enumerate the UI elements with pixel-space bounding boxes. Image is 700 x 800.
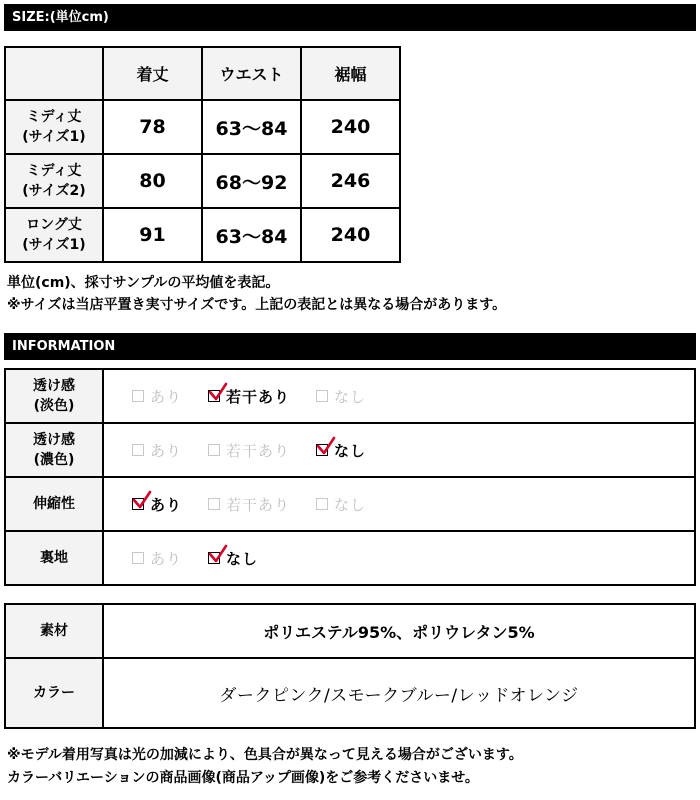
information-section-header: INFORMATION [4,333,696,360]
material-value: ポリエステル95%、ポリウレタン5% [103,604,695,658]
size-table-row [5,100,400,154]
info-option [208,440,290,461]
color-label: カラー [5,658,103,728]
checkbox-empty-icon [316,390,328,402]
checkbox-checked-icon [132,498,144,510]
column-header-waist: ウエスト [202,47,301,100]
material-table [4,603,696,729]
size-table [4,46,401,263]
checkbox-checked-icon [208,552,220,564]
info-row-label [5,531,103,585]
info-option [132,386,182,407]
info-row-label-line1: 伸縮性 [33,496,75,512]
info-option-label: なし [334,495,367,514]
size-value-length: 91 [103,208,202,262]
check-mark-icon [208,544,228,564]
footer-note-variation: カラーバリエーションの商品画像(商品アップ画像)をご参考くださいませ。 [7,770,479,786]
size-row-label [5,154,103,208]
size-row-label-line2: (サイズ1) [22,237,86,253]
info-option [132,494,182,515]
size-section-header: SIZE:(単位cm) [4,4,696,31]
info-row [5,531,695,585]
info-row [5,369,695,423]
info-options [103,531,695,585]
check-mark-icon [208,382,228,402]
info-option [316,494,366,515]
size-value-waist: 63〜84 [202,100,301,154]
check-mark-icon [132,490,152,510]
size-row-label [5,100,103,154]
info-option [208,386,290,407]
info-option [132,440,182,461]
info-option-label: あり [150,549,183,568]
info-row-label-line1: 透け感 [33,378,75,394]
size-value-hem-width: 240 [301,100,400,154]
checkbox-empty-icon [132,390,144,402]
info-option [208,494,290,515]
checkbox-empty-icon [316,498,328,510]
checkbox-checked-icon [208,390,220,402]
footer-note-lighting: ※モデル着用写真は光の加減により、色具合が異なって見える場合がございます。 [7,747,523,763]
size-table-row [5,154,400,208]
size-row-label-line1: ミディ丈 [26,163,82,179]
color-value: ダークピンク/スモークブルー/レッドオレンジ [103,658,695,728]
info-option-label: あり [150,441,183,460]
info-option [316,386,366,407]
info-option [132,548,182,569]
info-options [103,369,695,423]
size-row-label-line2: (サイズ1) [22,129,86,145]
check-mark-icon [316,436,336,456]
information-table [4,368,696,586]
info-option-label: あり [150,495,183,514]
size-row-label-line1: ロング丈 [26,217,82,233]
checkbox-empty-icon [132,552,144,564]
info-option-label: なし [226,549,259,568]
info-row [5,477,695,531]
info-option-label: 若干あり [226,387,291,406]
size-unit-note: 単位(cm)、採寸サンプルの平均値を表記。 [7,275,280,291]
size-value-length: 80 [103,154,202,208]
info-row-label-line2: (淡色) [33,398,75,414]
size-row-label-line1: ミディ丈 [26,109,82,125]
material-label: 素材 [5,604,103,658]
checkbox-empty-icon [132,444,144,456]
info-option-label: なし [334,441,367,460]
checkbox-empty-icon [208,444,220,456]
info-option-label: あり [150,387,183,406]
material-row [5,604,695,658]
info-option [208,548,258,569]
size-row-label-line2: (サイズ2) [22,183,86,199]
checkbox-checked-icon [316,444,328,456]
column-header-length: 着丈 [103,47,202,100]
info-row [5,423,695,477]
color-row [5,658,695,728]
size-value-hem-width: 240 [301,208,400,262]
info-row-label-line1: 裏地 [40,550,68,566]
size-value-length: 78 [103,100,202,154]
info-row-label [5,369,103,423]
size-value-waist: 68〜92 [202,154,301,208]
size-row-label [5,208,103,262]
size-disclaimer-note: ※サイズは当店平置き実寸サイズです。上記の表記とは異なる場合があります。 [7,297,507,313]
info-row-label [5,477,103,531]
column-header-hem-width: 裾幅 [301,47,400,100]
size-table-header-row [5,47,400,100]
info-options [103,477,695,531]
info-option-label: 若干あり [226,441,291,460]
size-value-hem-width: 246 [301,154,400,208]
info-option-label: 若干あり [226,495,291,514]
info-option-label: なし [334,387,367,406]
size-table-row [5,208,400,262]
info-options [103,423,695,477]
checkbox-empty-icon [208,498,220,510]
size-value-waist: 63〜84 [202,208,301,262]
info-row-label [5,423,103,477]
info-option [316,440,366,461]
info-row-label-line1: 透け感 [33,432,75,448]
size-table-corner [5,47,103,100]
info-row-label-line2: (濃色) [33,452,75,468]
